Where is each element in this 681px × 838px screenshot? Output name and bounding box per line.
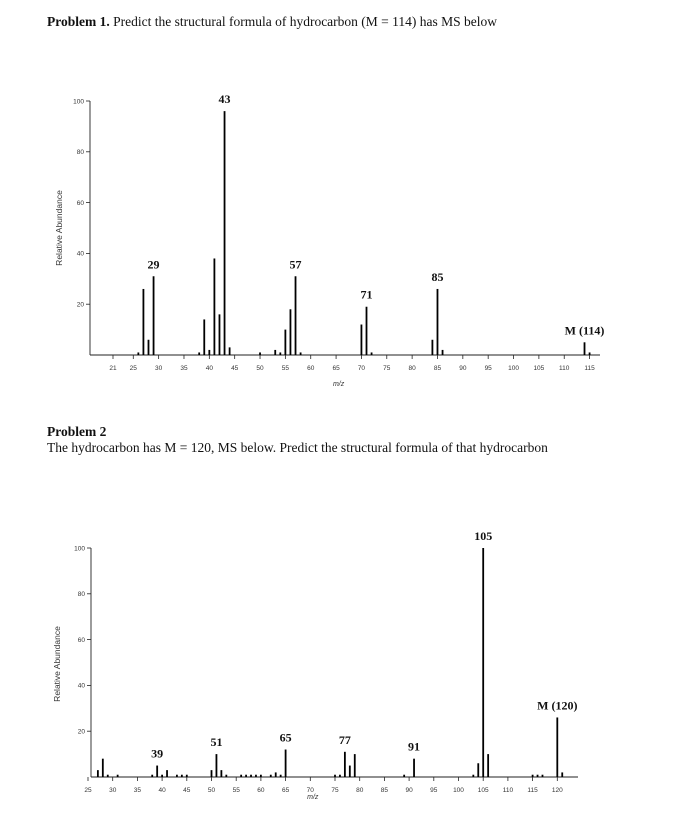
y-tick-label: 100 [73, 98, 84, 106]
x-tick-label: 100 [508, 365, 519, 372]
x-tick-label: 60 [257, 787, 265, 794]
x-tick-label: 21 [109, 365, 117, 372]
x-tick-label: 75 [331, 787, 339, 794]
x-tick-label: 115 [584, 365, 595, 372]
problem-2-title: Problem 2 [47, 424, 107, 439]
y-tick-label: 60 [77, 636, 85, 644]
peak-label: 105 [474, 529, 493, 543]
y-tick-label: 40 [76, 250, 84, 258]
peak-label: 71 [360, 287, 373, 302]
peak-label: 29 [147, 257, 160, 272]
y-tick-label: 20 [76, 301, 84, 309]
problem-1-text: Predict the structural formula of hydrocarbon (M = 114) has MS below [113, 14, 498, 29]
x-tick-label: 100 [453, 787, 464, 794]
x-axis-label: m/z [332, 381, 345, 388]
x-tick-label: 110 [559, 365, 570, 372]
x-tick-label: 35 [133, 787, 142, 794]
x-tick-label: 95 [484, 365, 492, 372]
x-tick-label: 60 [307, 365, 315, 372]
peak-label: 77 [338, 732, 351, 747]
y-axis-label: Relative Abundance [54, 190, 64, 266]
x-tick-label: 30 [109, 787, 117, 794]
x-tick-label: 80 [356, 787, 364, 794]
x-axis-label: m/z [307, 794, 319, 801]
x-tick-label: 35 [180, 365, 188, 372]
problem-2-text: The hydrocarbon has M = 120, MS below. Predict the structural formula of that hydrocarbon [47, 440, 548, 455]
y-tick-label: 100 [74, 545, 85, 553]
peak-label: 65 [279, 730, 292, 745]
x-tick-label: 80 [408, 365, 416, 372]
x-tick-label: 110 [502, 787, 514, 794]
x-tick-label: 85 [433, 365, 442, 372]
x-tick-label: 105 [533, 365, 545, 372]
peak-label: 57 [289, 257, 302, 272]
x-tick-label: 25 [129, 365, 137, 372]
peak-label: 91 [408, 739, 421, 754]
x-tick-label: 105 [477, 787, 489, 794]
y-tick-label: 80 [77, 591, 85, 599]
x-tick-label: 40 [158, 787, 166, 794]
peak-label: 43 [218, 92, 231, 107]
y-tick-label: 40 [77, 682, 85, 690]
y-tick-label: 80 [76, 149, 84, 157]
peak-label: 51 [210, 735, 223, 750]
x-tick-label: 55 [281, 365, 289, 372]
x-tick-label: 65 [281, 787, 290, 794]
x-tick-label: 70 [306, 787, 314, 794]
x-tick-label: 115 [527, 787, 538, 794]
x-tick-label: 90 [405, 787, 413, 794]
peak-label: M (114) [564, 323, 605, 338]
y-tick-label: 20 [77, 728, 85, 736]
peak-label: 39 [151, 746, 164, 761]
x-tick-label: 85 [380, 787, 389, 794]
x-tick-label: 50 [207, 787, 216, 794]
x-tick-label: 40 [205, 365, 213, 372]
x-tick-label: 75 [383, 365, 391, 372]
x-tick-label: 95 [430, 787, 438, 794]
x-tick-label: 30 [155, 365, 163, 372]
x-tick-label: 90 [459, 365, 467, 372]
x-tick-label: 120 [551, 787, 563, 794]
y-axis-label: Relative Abundance [52, 626, 62, 702]
x-tick-label: 45 [231, 365, 239, 372]
x-tick-label: 45 [183, 787, 191, 794]
x-tick-label: 25 [84, 787, 92, 794]
peak-label: 85 [431, 269, 444, 284]
y-tick-label: 60 [76, 199, 84, 207]
peak-label: M (120) [537, 698, 578, 713]
x-tick-label: 50 [256, 365, 264, 372]
x-tick-label: 65 [332, 365, 340, 372]
x-tick-label: 55 [232, 787, 240, 794]
problem-1-title: Problem 1. [47, 14, 110, 29]
x-tick-label: 70 [357, 365, 366, 372]
